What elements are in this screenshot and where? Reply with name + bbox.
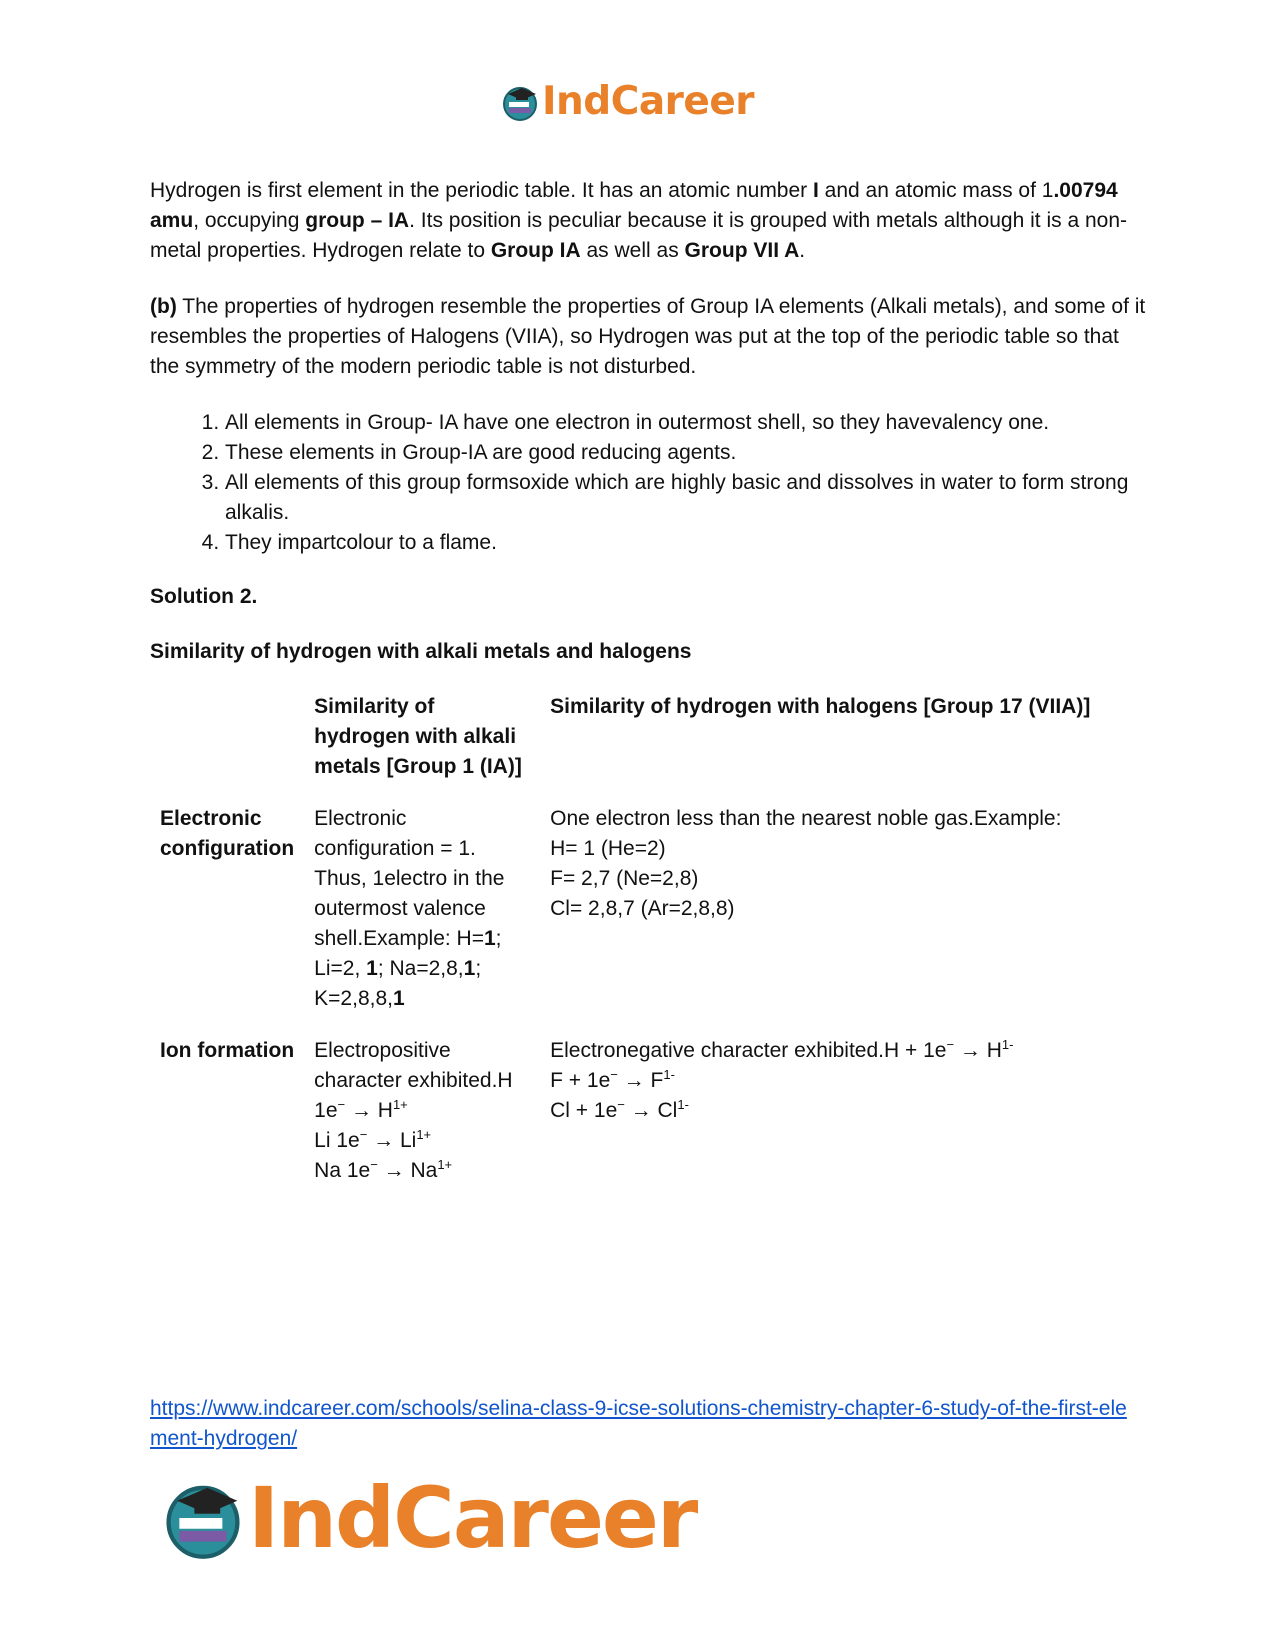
- graduation-cap-globe-icon: [500, 82, 540, 122]
- properties-list: [150, 408, 1150, 558]
- source-link[interactable]: https://www.indcareer.com/schools/selina-class-9-icse-solutions-chemistry-chapter-6-study-of-the-first-element-hydrogen/: [150, 1397, 1127, 1450]
- row-label-electronic-configuration: Electronic configuration: [160, 807, 295, 860]
- list-item: 1. All elements in Group- IA have one electron in outermost shell, so they havevalency one.: [225, 408, 1150, 438]
- logo-text: IndCareer: [248, 1469, 697, 1567]
- similarity-table: [150, 692, 1150, 1186]
- table-header-alkali: Similarity of hydrogen with alkali metals [Group 1 (IA)]: [314, 695, 522, 778]
- table-row: [150, 804, 1150, 1036]
- intro-paragraph: Hydrogen is first element in the periodic table. It has an atomic number I and an atomic mass of 1.00794 amu, occupying group – IA. Its position is peculiar because it is grouped with metals although it is a non-metal properties. Hydrogen relate to Group IA as well as Group VII A.: [150, 179, 1127, 262]
- logo-text: IndCareer: [542, 79, 754, 124]
- list-item: 3. All elements of this group formsoxide which are highly basic and dissolves in water to form strong alkalis.: [225, 468, 1150, 528]
- graduation-cap-globe-icon: [160, 1475, 246, 1561]
- cell-halogen-configuration: One electron less than the nearest noble gas.Example: H= 1 (He=2) F= 2,7 (Ne=2,8) Cl= 2,8,7 (Ar=2,8,8): [550, 807, 1062, 920]
- list-item: 4. They impartcolour to a flame.: [225, 528, 1150, 558]
- cell-alkali-configuration: Electronic configuration = 1. Thus, 1electro in the outermost valence shell.Example: H=1; Li=2, 1; Na=2,8,1; K=2,8,8,1: [314, 807, 505, 1010]
- main-content: [150, 176, 1150, 1186]
- top-logo: [500, 78, 754, 126]
- table-row: [150, 1036, 1150, 1186]
- list-item: 2. These elements in Group-IA are good reducing agents.: [225, 438, 1150, 468]
- row-label-ion-formation: Ion formation: [160, 1039, 295, 1062]
- cell-alkali-ion-formation: Electropositive character exhibited.H $1e^- \to H^{1+}$ Li $1e^- \to Li^{1+}$ Na $1e^- \to Na^{1+}$: [314, 1039, 513, 1182]
- cell-halogen-ion-formation: Electronegative character exhibited.H + $1e^- \to H^{1-}$ $F + 1e^- \to F^{1-}$ $Cl + 1e^- \to Cl^{1-}$: [550, 1037, 1014, 1122]
- table-header-row: [150, 692, 1150, 804]
- similarity-heading: Similarity of hydrogen with alkali metals and halogens: [150, 640, 692, 663]
- part-b-paragraph: (b) The properties of hydrogen resemble the properties of Group IA elements (Alkali metals), and some of it resembles the properties of Halogens (VIIA), so Hydrogen was put at the top of the periodic table so that the symmetry of the modern periodic table is not disturbed.: [150, 295, 1146, 378]
- solution-heading: Solution 2.: [150, 585, 258, 608]
- table-header-halogens: Similarity of hydrogen with halogens [Group 17 (VIIA)]: [550, 695, 1091, 718]
- bottom-logo: [160, 1468, 696, 1568]
- table-header-empty: [150, 692, 304, 804]
